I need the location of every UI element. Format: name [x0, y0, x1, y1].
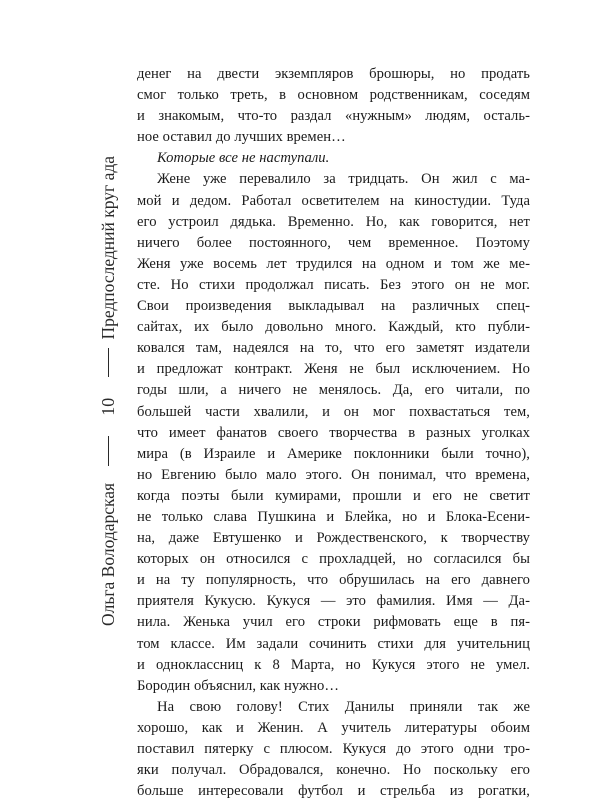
text-line: мира (в Израиле и Америке поклонники были точно),	[137, 445, 530, 462]
text-line: смог только треть, в основном родственникам, соседям	[137, 87, 530, 104]
body-text	[137, 64, 530, 802]
text-line: том классе. Им задали сочинить стихи для учительниц	[137, 635, 530, 652]
running-header-rotated	[96, 156, 120, 626]
running-header-book-title: Предпоследний круг ада	[97, 155, 118, 340]
text-line: и одноклассниц к 8 Марта, но Кукуся этого не умел.	[137, 656, 530, 673]
header-separator	[108, 348, 109, 378]
text-line: ковался там, надеялся на то, что его заметят издатели	[137, 340, 530, 357]
text-line: его устроил дядька. Временно. Но, как говорится, нет	[137, 213, 530, 230]
text-line: сайтах, их было довольно много. Каждый, кто публи-	[137, 319, 530, 336]
text-line: денег на двести экземпляров брошюры, но продать	[137, 66, 530, 82]
text-line: и на ту популярность, что обрушилась на его давнего	[137, 572, 530, 589]
text-line: Свои произведения выкладывал на различных спец-	[137, 298, 530, 315]
text-line: Бородин объяснил, как нужно…	[137, 677, 340, 694]
text-line: но Евгению было мало этого. Он понимал, что времена,	[137, 466, 530, 483]
text-line: нила. Женька учил его строки рифмовать еще в пя-	[137, 614, 530, 631]
text-line: ное оставил до лучших времен…	[137, 129, 346, 146]
text-line: не только слава Пушкина и Блейка, но и Блока-Есени-	[137, 508, 530, 525]
text-line: хорошо, как и Женин. А учитель литературы обоим	[137, 719, 530, 736]
text-line: На свою голову! Стих Данилы приняли так же	[157, 698, 530, 715]
running-header-author: Ольга Володарская	[97, 482, 118, 626]
text-line: больше интересовали футбол и стрельба из рогатки,	[137, 783, 530, 800]
text-line: Женя уже восемь лет трудился на одном и том же ме-	[137, 255, 530, 272]
text-line: когда поэты были кумирами, прошли и его не светит	[137, 487, 530, 504]
text-line: сте. Но стихи продолжал писать. Без этого он не мог.	[137, 276, 530, 293]
text-line: приятеля Кукусю. Кукуся — это фамилия. Имя — Да-	[137, 593, 530, 610]
header-separator	[108, 437, 109, 467]
text-line: на, даже Евтушенко и Рождественского, к творчеству	[137, 530, 530, 547]
text-line: которых он относился с прохладцей, но согласился бы	[137, 551, 530, 568]
text-line: ничего более постоянного, чем временное. Поэтому	[137, 234, 530, 251]
text-line: Которые все не наступали.	[157, 150, 330, 167]
text-line: большей части хвалили, и он мог похвастаться тем,	[137, 403, 530, 420]
text-line: мой и дедом. Работал осветителем на киностудии. Туда	[137, 192, 530, 209]
text-line: годы шли, а ничего не менялось. Да, его читали, по	[137, 382, 530, 399]
text-line: яки получал. Обрадовался, конечно. Но поскольку его	[137, 762, 530, 779]
text-line: Жене уже перевалило за тридцать. Он жил с ма-	[157, 171, 530, 188]
text-line: поставил пятерку с плюсом. Кукуся до этого одни тро-	[137, 741, 530, 757]
text-line: и знакомым, что-то раздал «нужным» людям, осталь-	[137, 108, 530, 125]
page-number: 10	[97, 397, 118, 416]
text-line: что имеет фанатов своего творчества в разных уголках	[137, 424, 530, 441]
text-line: и предложат контракт. Женя не был исключением. Но	[137, 361, 530, 378]
running-header	[96, 156, 120, 626]
